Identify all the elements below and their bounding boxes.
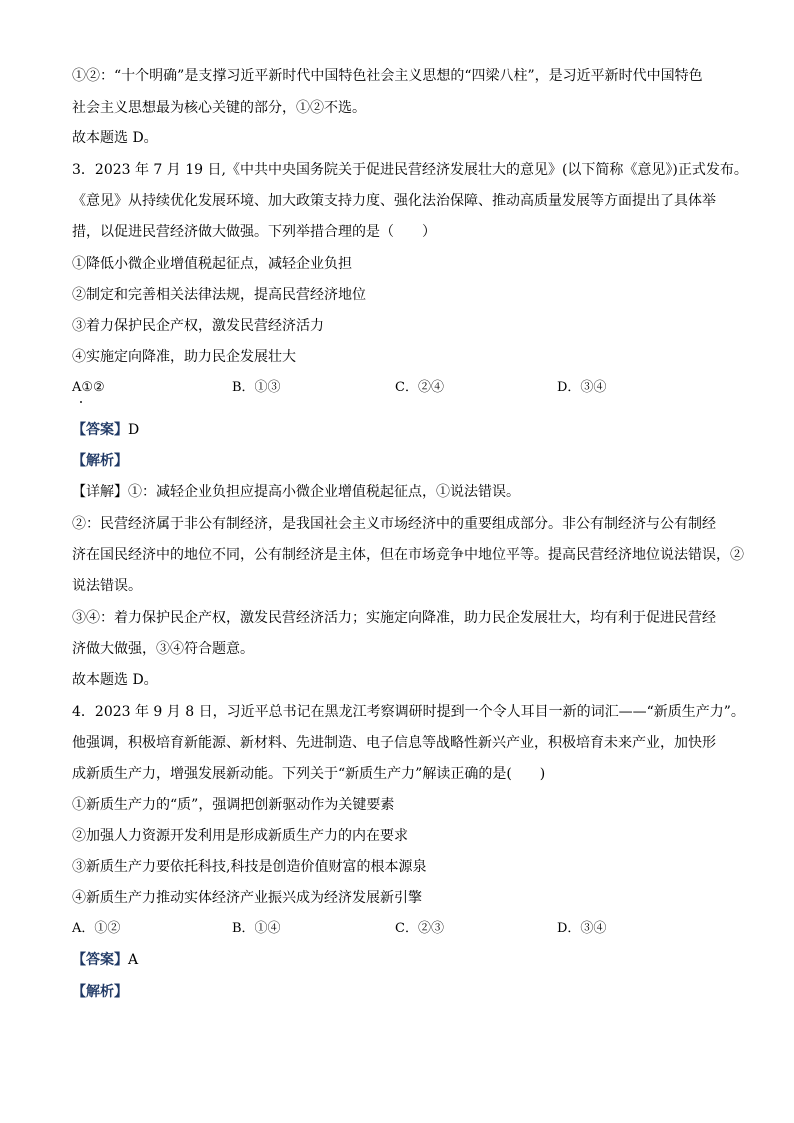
q3-detail-line-1 [72,482,752,502]
q3-option-b: B．①③ [232,380,281,395]
q3-option-c: C．②④ [395,380,444,395]
q3-item-3: ③着力保护民企产权，激发民营经济活力 [72,318,324,334]
q2-conclusion: 故本题选 D。 [72,130,158,146]
q3-detail-line-5: ③④：着力保护民企产权，激发民营经济活力；实施定向降准，助力民企发展壮大，均有利于促进民营经 [72,610,716,626]
q4-answer-label: 【答案】 [72,952,128,968]
q4-option-c: C．②③ [395,921,444,936]
q3-item-2: ②制定和完善相关法律法规，提高民营经济地位 [72,287,366,303]
q4-analysis-heading [72,982,752,1002]
q4-stem-line-1: 4．2023 年 9 月 8 日，习近平总书记在黑龙江考察调研时提到一个令人耳目一新的词汇——“新质生产力”。 [72,704,745,720]
q3-options [72,378,752,398]
q3-detail-line-2: ②：民营经济属于非公有制经济，是我国社会主义市场经济中的重要组成部分。非公有制经济与公有制经 [72,516,716,532]
q3-stem-line-1: 3．2023 年 7 月 19 日,《中共中央国务院关于促进民营经济发展壮大的意见》(以下简称《意见》)正式发布。 [72,162,748,178]
q3-option-d: D．③④ [557,380,607,395]
q3-detail-label: 【详解】 [72,484,128,500]
q3-answer-value: D [128,422,140,438]
q4-options [72,919,752,939]
q3-stem-line-2: 《意见》从持续优化发展环境、加大政策支持力度、强化法治保障、推动高质量发展等方面提出了具体举 [72,193,716,209]
q4-analysis-label: 【解析】 [72,984,128,1000]
q2-analysis-line-1: ①②：“十个明确”是支撑习近平新时代中国特色社会主义思想的“四梁八柱”，是习近平新时代中国特色 [72,68,703,84]
q4-answer-value: A [128,952,139,968]
q3-analysis-heading [72,451,752,471]
q4-option-d: D．③④ [557,921,607,936]
q3-item-4: ④实施定向降准，助力民企发展壮大 [72,349,296,365]
q4-answer [72,950,752,970]
q4-item-1: ①新质生产力的“质”，强调把创新驱动作为关键要素 [72,797,395,813]
q3-conclusion: 故本题选 D。 [72,672,158,688]
q3-detail-text-1: ①：减轻企业负担应提高小微企业增值税起征点，①说法错误。 [128,484,520,500]
q4-item-3: ③新质生产力要依托科技,科技是创造价值财富的根本源泉 [72,859,427,875]
q3-answer-label: 【答案】 [72,422,128,438]
q3-item-1: ①降低小微企业增值税起征点，减轻企业负担 [72,256,352,272]
q2-analysis-line-2: 社会主义思想最为核心关键的部分，①②不选。 [72,100,366,116]
q3-detail-line-6: 济做大做强，③④符合题意。 [72,641,254,657]
q3-stem-line-3: 措，以促进民营经济做大做强。下列举措合理的是（ ） [72,224,436,240]
q3-detail-line-3: 济在国民经济中的地位不同，公有制经济是主体，但在市场竞争中地位平等。提高民营经济地位说法错误，② [72,547,744,563]
q4-item-2: ②加强人力资源开发利用是形成新质生产力的内在要求 [72,828,408,844]
stray-dot-mark [80,401,82,403]
q3-detail-line-4: 说法错误。 [72,578,142,594]
q4-item-4: ④新质生产力推动实体经济产业振兴成为经济发展新引擎 [72,890,422,906]
q3-answer [72,420,752,440]
q3-option-a: A①② [72,380,105,395]
q4-option-a: A．①② [72,921,121,936]
q4-option-b: B．①④ [232,921,281,936]
q4-stem-line-2: 他强调，积极培育新能源、新材料、先进制造、电子信息等战略性新兴产业，积极培育未来产业，加快形 [72,735,716,751]
q4-stem-line-3: 成新质生产力，增强发展新动能。下列关于“新质生产力”解读正确的是( ) [72,766,546,782]
q3-analysis-label: 【解析】 [72,453,128,469]
